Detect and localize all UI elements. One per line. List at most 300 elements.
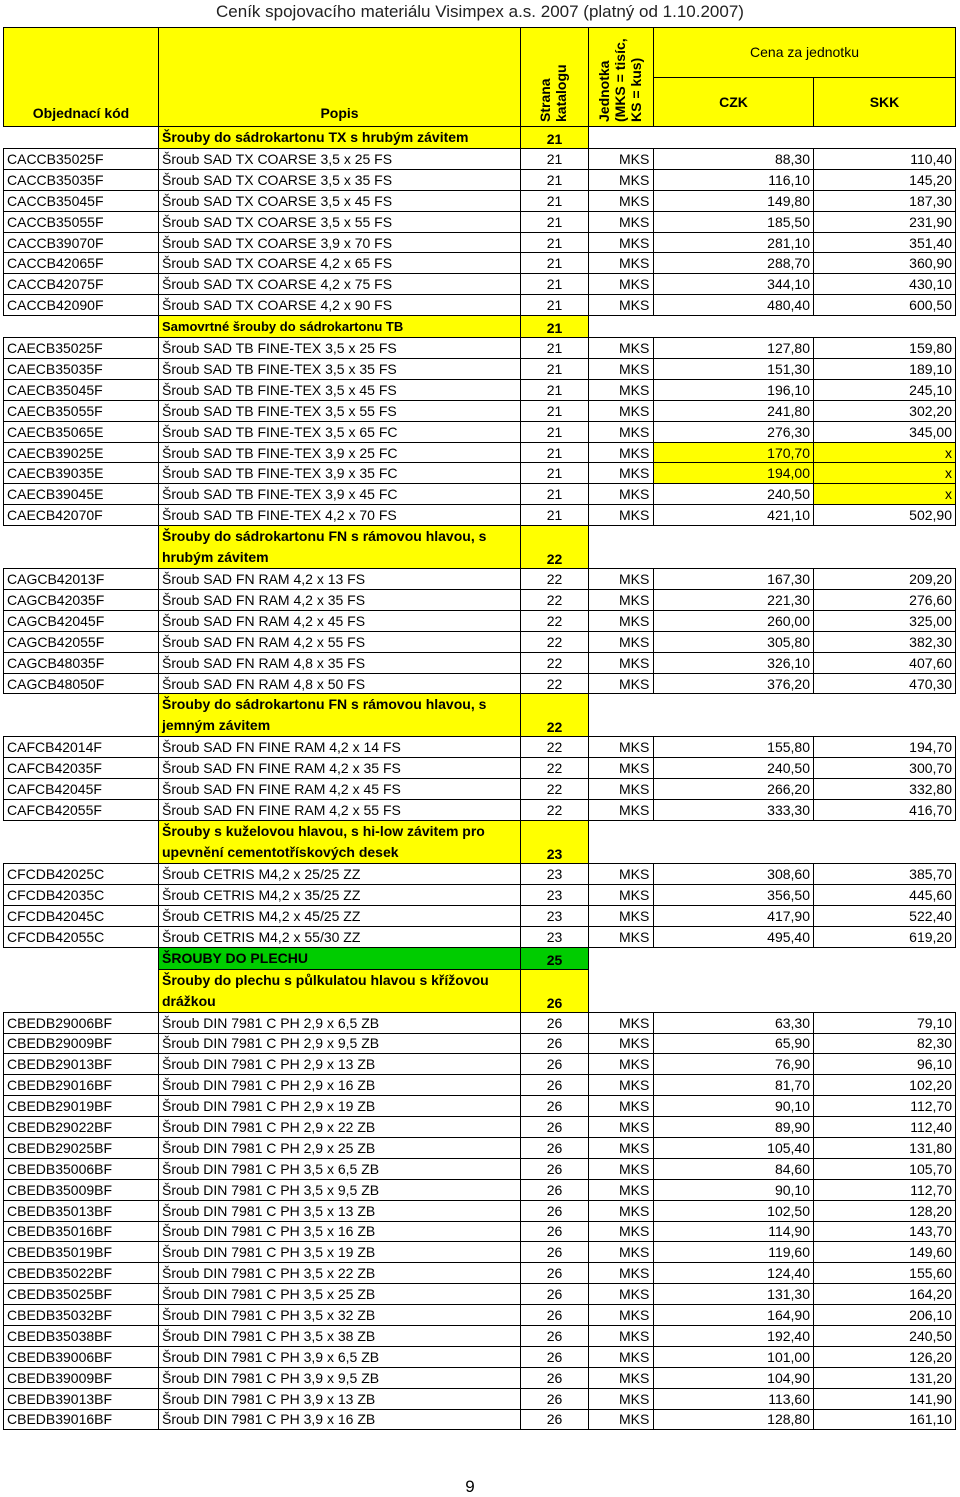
catalog-page: 26 <box>521 1117 589 1138</box>
unit: MKS <box>589 1221 654 1242</box>
description: Šroub SAD TX COARSE 3,5 x 45 FS <box>159 190 521 211</box>
header-skk: SKK <box>814 77 956 127</box>
price-skk: 79,10 <box>814 1012 956 1033</box>
description: Šroub DIN 7981 C PH 2,9 x 19 ZB <box>159 1096 521 1117</box>
price-czk: 170,70 <box>654 442 814 463</box>
price-skk: 445,60 <box>814 884 956 905</box>
unit: MKS <box>589 190 654 211</box>
unit: MKS <box>589 274 654 295</box>
description: Šroub SAD TX COARSE 3,9 x 70 FS <box>159 232 521 253</box>
price-czk: 495,40 <box>654 926 814 947</box>
price-czk: 149,80 <box>654 190 814 211</box>
description: Šroub SAD FN RAM 4,2 x 45 FS <box>159 610 521 631</box>
price-czk: 480,40 <box>654 295 814 316</box>
unit: MKS <box>589 610 654 631</box>
price-czk: 155,80 <box>654 737 814 758</box>
table-row <box>4 1012 956 1033</box>
description: Šroub DIN 7981 C PH 3,9 x 9,5 ZB <box>159 1367 521 1388</box>
table-row <box>4 1367 956 1388</box>
order-code: CBEDB35022BF <box>4 1263 159 1284</box>
price-czk: 305,80 <box>654 631 814 652</box>
price-skk: 325,00 <box>814 610 956 631</box>
section-title: Šrouby do plechu s půlkulatou hlavou s křížovou drážkou <box>159 969 521 1012</box>
unit: MKS <box>589 737 654 758</box>
unit: MKS <box>589 1075 654 1096</box>
section-spacer <box>4 947 159 969</box>
order-code: CACCB35025F <box>4 149 159 170</box>
price-skk: x <box>814 463 956 484</box>
unit: MKS <box>589 1325 654 1346</box>
unit: MKS <box>589 149 654 170</box>
description: Šroub DIN 7981 C PH 2,9 x 6,5 ZB <box>159 1012 521 1033</box>
description: Šroub SAD TB FINE-TEX 3,5 x 35 FS <box>159 359 521 380</box>
price-skk: 159,80 <box>814 338 956 359</box>
price-czk: 192,40 <box>654 1325 814 1346</box>
price-czk: 113,60 <box>654 1388 814 1409</box>
order-code: CBEDB35016BF <box>4 1221 159 1242</box>
description: Šroub SAD TB FINE-TEX 3,5 x 65 FC <box>159 421 521 442</box>
catalog-page: 21 <box>521 253 589 274</box>
description: Šroub SAD TB FINE-TEX 3,9 x 25 FC <box>159 442 521 463</box>
order-code: CBEDB29013BF <box>4 1054 159 1075</box>
order-code: CAECB35065E <box>4 421 159 442</box>
price-czk: 101,00 <box>654 1346 814 1367</box>
description: Šroub SAD FN RAM 4,2 x 13 FS <box>159 569 521 590</box>
unit: MKS <box>589 673 654 694</box>
unit: MKS <box>589 779 654 800</box>
table-row <box>4 758 956 779</box>
section-page: 25 <box>521 947 589 969</box>
table-row <box>4 463 956 484</box>
order-code: CAGCB42035F <box>4 590 159 611</box>
unit: MKS <box>589 379 654 400</box>
table-row <box>4 1263 956 1284</box>
unit: MKS <box>589 1367 654 1388</box>
price-skk: 600,50 <box>814 295 956 316</box>
table-row <box>4 253 956 274</box>
catalog-page: 23 <box>521 884 589 905</box>
price-skk: 276,60 <box>814 590 956 611</box>
catalog-page: 23 <box>521 905 589 926</box>
table-row <box>4 379 956 400</box>
description: Šroub SAD TB FINE-TEX 4,2 x 70 FS <box>159 505 521 526</box>
table-row <box>4 1075 956 1096</box>
order-code: CBEDB29019BF <box>4 1096 159 1117</box>
order-code: CAFCB42035F <box>4 758 159 779</box>
description: Šroub SAD TX COARSE 4,2 x 65 FS <box>159 253 521 274</box>
price-czk: 281,10 <box>654 232 814 253</box>
order-code: CACCB42090F <box>4 295 159 316</box>
unit: MKS <box>589 1117 654 1138</box>
catalog-page: 22 <box>521 590 589 611</box>
catalog-page: 26 <box>521 1242 589 1263</box>
catalog-page: 21 <box>521 338 589 359</box>
price-skk: 245,10 <box>814 379 956 400</box>
table-row <box>4 1388 956 1409</box>
price-czk: 356,50 <box>654 884 814 905</box>
price-czk: 131,30 <box>654 1284 814 1305</box>
price-czk: 105,40 <box>654 1137 814 1158</box>
table-row <box>4 1409 956 1430</box>
order-code: CFCDB42055C <box>4 926 159 947</box>
section-page: 26 <box>521 969 589 1012</box>
catalog-page: 22 <box>521 779 589 800</box>
section-page: 22 <box>521 694 589 737</box>
price-skk: 619,20 <box>814 926 956 947</box>
order-code: CBEDB39009BF <box>4 1367 159 1388</box>
header-price: Cena za jednotku <box>654 28 956 78</box>
price-skk: 345,00 <box>814 421 956 442</box>
section-title: ŠROUBY DO PLECHU <box>159 947 521 969</box>
description: Šroub DIN 7981 C PH 3,5 x 22 ZB <box>159 1263 521 1284</box>
page-number: 9 <box>465 1477 475 1496</box>
header-description: Popis <box>159 28 521 127</box>
order-code: CAECB35035F <box>4 359 159 380</box>
section-title: Šrouby do sádrokartonu FN s rámovou hlavou, s jemným závitem <box>159 694 521 737</box>
description: Šroub SAD FN FINE RAM 4,2 x 45 FS <box>159 779 521 800</box>
price-skk: 382,30 <box>814 631 956 652</box>
description: Šroub SAD FN FINE RAM 4,2 x 14 FS <box>159 737 521 758</box>
price-skk: 470,30 <box>814 673 956 694</box>
section-title: Šrouby s kuželovou hlavou, s hi-low závitem pro upevnění cementotřískových desek <box>159 821 521 864</box>
order-code: CAGCB42013F <box>4 569 159 590</box>
unit: MKS <box>589 905 654 926</box>
order-code: CAFCB42045F <box>4 779 159 800</box>
unit: MKS <box>589 295 654 316</box>
catalog-page: 21 <box>521 442 589 463</box>
order-code: CBEDB39013BF <box>4 1388 159 1409</box>
unit: MKS <box>589 864 654 885</box>
price-czk: 128,80 <box>654 1409 814 1430</box>
section-header-row <box>4 821 956 864</box>
unit: MKS <box>589 1242 654 1263</box>
price-skk: 161,10 <box>814 1409 956 1430</box>
header-code: Objednací kód <box>4 28 159 127</box>
price-czk: 344,10 <box>654 274 814 295</box>
order-code: CAGCB48050F <box>4 673 159 694</box>
catalog-page: 26 <box>521 1284 589 1305</box>
description: Šroub SAD TX COARSE 3,5 x 55 FS <box>159 211 521 232</box>
table-row <box>4 779 956 800</box>
section-spacer <box>4 316 159 338</box>
section-spacer <box>589 526 956 569</box>
order-code: CBEDB29009BF <box>4 1033 159 1054</box>
table-row <box>4 505 956 526</box>
catalog-page: 22 <box>521 737 589 758</box>
order-code: CFCDB42035C <box>4 884 159 905</box>
catalog-page: 21 <box>521 505 589 526</box>
price-skk: 240,50 <box>814 1325 956 1346</box>
section-page: 21 <box>521 316 589 338</box>
table-row <box>4 400 956 421</box>
order-code: CAGCB48035F <box>4 652 159 673</box>
section-spacer <box>589 969 956 1012</box>
description: Šroub DIN 7981 C PH 2,9 x 25 ZB <box>159 1137 521 1158</box>
catalog-page: 26 <box>521 1012 589 1033</box>
order-code: CBEDB35025BF <box>4 1284 159 1305</box>
table-row <box>4 1325 956 1346</box>
unit: MKS <box>589 1179 654 1200</box>
section-spacer <box>589 694 956 737</box>
table-row <box>4 590 956 611</box>
table-row <box>4 864 956 885</box>
price-skk: 102,20 <box>814 1075 956 1096</box>
table-row <box>4 1200 956 1221</box>
table-row <box>4 169 956 190</box>
table-row <box>4 211 956 232</box>
unit: MKS <box>589 926 654 947</box>
description: Šroub SAD TB FINE-TEX 3,9 x 45 FC <box>159 484 521 505</box>
unit: MKS <box>589 1200 654 1221</box>
description: Šroub SAD FN RAM 4,8 x 50 FS <box>159 673 521 694</box>
description: Šroub SAD TX COARSE 4,2 x 75 FS <box>159 274 521 295</box>
description: Šroub SAD TX COARSE 3,5 x 25 FS <box>159 149 521 170</box>
section-header-row <box>4 694 956 737</box>
unit: MKS <box>589 652 654 673</box>
catalog-page: 21 <box>521 295 589 316</box>
price-skk: 302,20 <box>814 400 956 421</box>
price-czk: 240,50 <box>654 758 814 779</box>
price-czk: 90,10 <box>654 1096 814 1117</box>
unit: MKS <box>589 1137 654 1158</box>
table-row <box>4 1284 956 1305</box>
price-czk: 221,30 <box>654 590 814 611</box>
price-skk: 131,20 <box>814 1367 956 1388</box>
table-row <box>4 149 956 170</box>
table-row <box>4 295 956 316</box>
order-code: CBEDB35006BF <box>4 1158 159 1179</box>
description: Šroub CETRIS M4,2 x 35/25 ZZ <box>159 884 521 905</box>
table-row <box>4 652 956 673</box>
price-skk: x <box>814 484 956 505</box>
table-row <box>4 884 956 905</box>
price-czk: 63,30 <box>654 1012 814 1033</box>
unit: MKS <box>589 590 654 611</box>
price-czk: 241,80 <box>654 400 814 421</box>
order-code: CAECB35025F <box>4 338 159 359</box>
price-skk: 206,10 <box>814 1305 956 1326</box>
catalog-page: 21 <box>521 359 589 380</box>
table-row <box>4 737 956 758</box>
description: Šroub DIN 7981 C PH 3,5 x 38 ZB <box>159 1325 521 1346</box>
order-code: CBEDB39006BF <box>4 1346 159 1367</box>
price-czk: 326,10 <box>654 652 814 673</box>
price-skk: 128,20 <box>814 1200 956 1221</box>
order-code: CACCB35055F <box>4 211 159 232</box>
section-page: 21 <box>521 127 589 149</box>
description: Šroub DIN 7981 C PH 3,5 x 9,5 ZB <box>159 1179 521 1200</box>
catalog-page: 22 <box>521 569 589 590</box>
price-skk: 149,60 <box>814 1242 956 1263</box>
document-title: Ceník spojovacího materiálu Visimpex a.s. 2007 (platný od 1.10.2007) <box>216 2 744 21</box>
price-skk: 145,20 <box>814 169 956 190</box>
price-czk: 240,50 <box>654 484 814 505</box>
price-skk: 407,60 <box>814 652 956 673</box>
price-czk: 308,60 <box>654 864 814 885</box>
unit: MKS <box>589 569 654 590</box>
description: Šroub SAD FN RAM 4,2 x 55 FS <box>159 631 521 652</box>
order-code: CACCB35045F <box>4 190 159 211</box>
description: Šroub SAD FN RAM 4,8 x 35 FS <box>159 652 521 673</box>
unit: MKS <box>589 884 654 905</box>
price-czk: 376,20 <box>654 673 814 694</box>
description: Šroub SAD FN FINE RAM 4,2 x 55 FS <box>159 800 521 821</box>
order-code: CBEDB29025BF <box>4 1137 159 1158</box>
order-code: CBEDB35019BF <box>4 1242 159 1263</box>
section-spacer <box>4 127 159 149</box>
section-spacer <box>4 969 159 1012</box>
unit: MKS <box>589 1054 654 1075</box>
catalog-page: 26 <box>521 1137 589 1158</box>
catalog-page: 22 <box>521 758 589 779</box>
table-row <box>4 905 956 926</box>
price-skk: 351,40 <box>814 232 956 253</box>
description: Šroub CETRIS M4,2 x 55/30 ZZ <box>159 926 521 947</box>
unit: MKS <box>589 1012 654 1033</box>
catalog-page: 26 <box>521 1096 589 1117</box>
price-skk: 430,10 <box>814 274 956 295</box>
price-skk: 141,90 <box>814 1388 956 1409</box>
catalog-page: 26 <box>521 1346 589 1367</box>
price-czk: 417,90 <box>654 905 814 926</box>
catalog-page: 21 <box>521 379 589 400</box>
catalog-page: 26 <box>521 1158 589 1179</box>
section-spacer <box>589 316 956 338</box>
price-skk: 231,90 <box>814 211 956 232</box>
unit: MKS <box>589 211 654 232</box>
description: Šroub DIN 7981 C PH 3,9 x 16 ZB <box>159 1409 521 1430</box>
catalog-page: 22 <box>521 800 589 821</box>
price-czk: 84,60 <box>654 1158 814 1179</box>
section-title: Samovrtné šrouby do sádrokartonu TB <box>159 316 521 338</box>
catalog-page: 23 <box>521 864 589 885</box>
order-code: CAGCB42055F <box>4 631 159 652</box>
catalog-page: 23 <box>521 926 589 947</box>
price-skk: 300,70 <box>814 758 956 779</box>
catalog-page: 26 <box>521 1409 589 1430</box>
table-row <box>4 338 956 359</box>
catalog-page: 21 <box>521 211 589 232</box>
description: Šroub DIN 7981 C PH 3,5 x 6,5 ZB <box>159 1158 521 1179</box>
price-skk: 131,80 <box>814 1137 956 1158</box>
section-title: Šrouby do sádrokartonu TX s hrubým závitem <box>159 127 521 149</box>
table-row <box>4 569 956 590</box>
order-code: CAECB39045E <box>4 484 159 505</box>
table-row <box>4 484 956 505</box>
description: Šroub SAD TB FINE-TEX 3,9 x 35 FC <box>159 463 521 484</box>
order-code: CACCB35035F <box>4 169 159 190</box>
unit: MKS <box>589 631 654 652</box>
table-row <box>4 1096 956 1117</box>
table-row <box>4 1054 956 1075</box>
catalog-page: 21 <box>521 421 589 442</box>
section-title: Šrouby do sádrokartonu FN s rámovou hlavou, s hrubým závitem <box>159 526 521 569</box>
table-row <box>4 1033 956 1054</box>
price-skk: 502,90 <box>814 505 956 526</box>
description: Šroub SAD TB FINE-TEX 3,5 x 55 FS <box>159 400 521 421</box>
table-row <box>4 1242 956 1263</box>
price-czk: 114,90 <box>654 1221 814 1242</box>
unit: MKS <box>589 1284 654 1305</box>
unit: MKS <box>589 169 654 190</box>
price-skk: 112,70 <box>814 1179 956 1200</box>
price-czk: 333,30 <box>654 800 814 821</box>
catalog-page: 22 <box>521 610 589 631</box>
section-header-row <box>4 316 956 338</box>
unit: MKS <box>589 1033 654 1054</box>
table-row <box>4 421 956 442</box>
order-code: CFCDB42025C <box>4 864 159 885</box>
description: Šroub DIN 7981 C PH 2,9 x 22 ZB <box>159 1117 521 1138</box>
catalog-page: 21 <box>521 274 589 295</box>
section-header-row <box>4 526 956 569</box>
price-czk: 266,20 <box>654 779 814 800</box>
section-spacer <box>589 821 956 864</box>
price-skk: 126,20 <box>814 1346 956 1367</box>
order-code: CAFCB42014F <box>4 737 159 758</box>
unit: MKS <box>589 232 654 253</box>
catalog-page: 26 <box>521 1367 589 1388</box>
price-skk: 143,70 <box>814 1221 956 1242</box>
description: Šroub SAD TB FINE-TEX 3,5 x 45 FS <box>159 379 521 400</box>
unit: MKS <box>589 400 654 421</box>
order-code: CBEDB35032BF <box>4 1305 159 1326</box>
catalog-page: 26 <box>521 1388 589 1409</box>
unit: MKS <box>589 1158 654 1179</box>
unit: MKS <box>589 1263 654 1284</box>
catalog-page: 21 <box>521 169 589 190</box>
order-code: CAECB35055F <box>4 400 159 421</box>
price-skk: 209,20 <box>814 569 956 590</box>
price-skk: 194,70 <box>814 737 956 758</box>
order-code: CAFCB42055F <box>4 800 159 821</box>
price-czk: 127,80 <box>654 338 814 359</box>
description: Šroub DIN 7981 C PH 3,9 x 6,5 ZB <box>159 1346 521 1367</box>
price-skk: 385,70 <box>814 864 956 885</box>
price-czk: 164,90 <box>654 1305 814 1326</box>
price-czk: 167,30 <box>654 569 814 590</box>
unit: MKS <box>589 800 654 821</box>
price-czk: 260,00 <box>654 610 814 631</box>
unit: MKS <box>589 253 654 274</box>
price-skk: 155,60 <box>814 1263 956 1284</box>
section-page: 23 <box>521 821 589 864</box>
table-row <box>4 800 956 821</box>
price-skk: 360,90 <box>814 253 956 274</box>
order-code: CAECB42070F <box>4 505 159 526</box>
description: Šroub SAD TX COARSE 4,2 x 90 FS <box>159 295 521 316</box>
order-code: CBEDB35009BF <box>4 1179 159 1200</box>
order-code: CAECB35045F <box>4 379 159 400</box>
table-row <box>4 631 956 652</box>
price-skk: 187,30 <box>814 190 956 211</box>
price-skk: 110,40 <box>814 149 956 170</box>
table-row <box>4 1137 956 1158</box>
description: Šroub SAD TX COARSE 3,5 x 35 FS <box>159 169 521 190</box>
order-code: CBEDB29022BF <box>4 1117 159 1138</box>
price-skk: 189,10 <box>814 359 956 380</box>
price-skk: 82,30 <box>814 1033 956 1054</box>
price-skk: 332,80 <box>814 779 956 800</box>
order-code: CFCDB42045C <box>4 905 159 926</box>
order-code: CACCB42065F <box>4 253 159 274</box>
unit: MKS <box>589 758 654 779</box>
price-czk: 124,40 <box>654 1263 814 1284</box>
catalog-page: 26 <box>521 1179 589 1200</box>
section-spacer <box>589 127 956 149</box>
section-header-row <box>4 947 956 969</box>
unit: MKS <box>589 1096 654 1117</box>
